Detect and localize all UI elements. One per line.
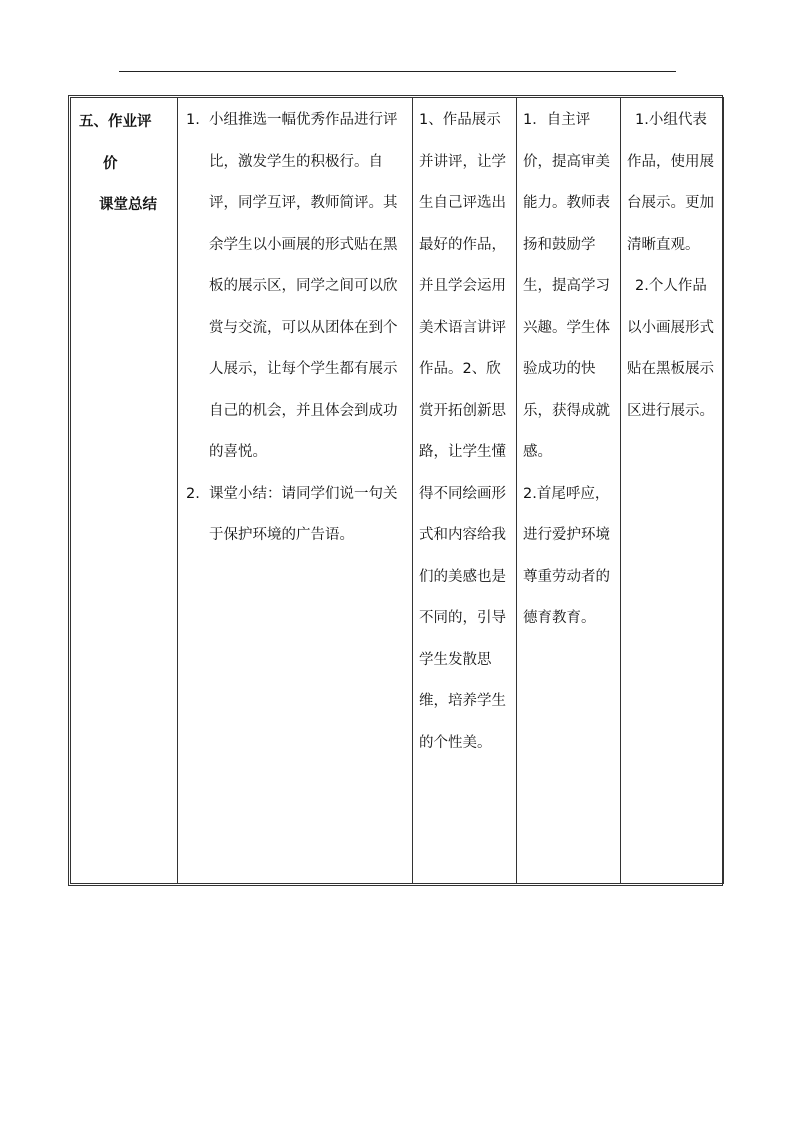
teaching-process-cell — [178, 98, 413, 884]
media-cell — [621, 98, 724, 884]
design-intent-point-2: 2.首尾呼应，进行爱护环境尊重劳动者的德育教育。 — [523, 485, 610, 626]
list-item — [186, 474, 406, 557]
stage-title-line2: 价 — [103, 155, 118, 172]
list-item — [186, 100, 406, 474]
media-point-2: 2.个人作品以小画展形式贴在黑板展示区进行展示。 — [627, 278, 714, 419]
stage-title-line1: 五、作业评 — [79, 114, 152, 130]
list-item-number: 2. — [186, 485, 200, 502]
design-intent-cell — [517, 98, 621, 884]
list-item-number: 1. — [186, 112, 200, 128]
list-item-text: 小组推选一幅优秀作品进行评比，激发学生的积极行。自评，同学互评，教师简评。其余学生以小画展的形式贴在黑板的展示区，同学之间可以欣赏与交流，可以从团体在到个人展示，让每个学生都有展示自己的机会，并且体会到成功的喜悦。 — [209, 112, 398, 460]
design-intent-point-1: 1．自主评价，提高审美能力。教师表扬和鼓励学生，提高学习兴趣。学生体验成功的快乐，获得成就感。 — [523, 112, 610, 460]
stage-title-line3: 课堂总结 — [99, 197, 157, 213]
media-point-1: 1.小组代表作品，使用展台展示。更加清晰直观。 — [627, 112, 714, 253]
student-activity-text: 1、作品展示并讲评，让学生自己评选出最好的作品，并且学会运用美术语言讲评作品。2、欣赏开拓创新思路，让学生懂得不同绘画形式和内容给我们的美感也是不同的，引导学生发散思维，培养学生的个性美。 — [419, 112, 506, 751]
lesson-plan-table — [68, 95, 723, 886]
list-item-text: 课堂小结：请同学们说一句关于保护环境的广告语。 — [209, 485, 398, 543]
student-activity-cell — [413, 98, 517, 884]
table-row — [71, 98, 724, 884]
page-header-rule — [119, 71, 676, 72]
stage-cell — [71, 98, 178, 884]
